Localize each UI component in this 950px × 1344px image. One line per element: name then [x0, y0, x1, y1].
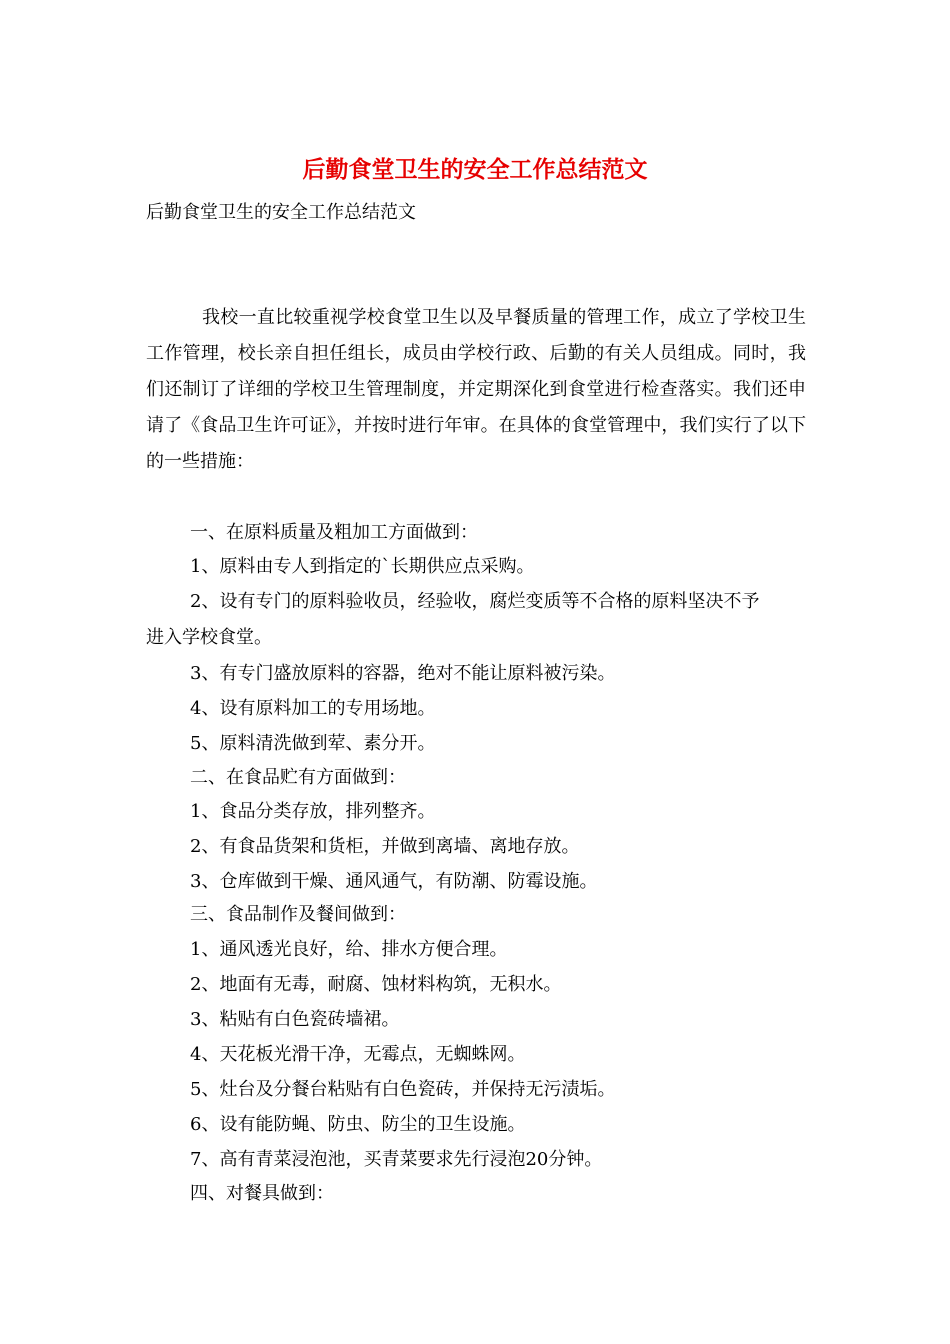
list-item: 1、通风透光良好，给、排水方便合理。	[190, 939, 508, 960]
section-heading: 二、在食品贮有方面做到：	[190, 767, 406, 788]
list-item: 2、有食品货架和货柜，并做到离墙、离地存放。	[190, 836, 580, 857]
document-subtitle: 后勤食堂卫生的安全工作总结范文	[146, 202, 416, 223]
list-item: 3、有专门盛放原料的容器，绝对不能让原料被污染。	[190, 663, 616, 684]
section-heading: 四、对餐具做到：	[190, 1183, 334, 1204]
list-item: 5、灶台及分餐台粘贴有白色瓷砖，并保持无污渍垢。	[190, 1079, 616, 1100]
list-item: 1、原料由专人到指定的`长期供应点采购。	[190, 556, 535, 577]
list-item: 3、仓库做到干燥、通风通气，有防潮、防霉设施。	[190, 871, 598, 892]
document-title: 后勤食堂卫生的安全工作总结范文	[302, 157, 648, 183]
section-heading: 三、食品制作及餐间做到：	[190, 904, 406, 925]
list-item-continuation: 进入学校食堂。	[146, 627, 272, 648]
list-item: 7、高有青菜浸泡池，买青菜要求先行浸泡20分钟。	[190, 1149, 603, 1170]
list-item: 1、食品分类存放，排列整齐。	[190, 801, 436, 822]
list-item: 6、设有能防蝇、防虫、防尘的卫生设施。	[190, 1114, 526, 1135]
list-item: 5、原料清洗做到荤、素分开。	[190, 733, 436, 754]
intro-paragraph: 我校一直比较重视学校食堂卫生以及早餐质量的管理工作，成立了学校卫生工作管理，校长亲自担任组长，成员由学校行政、后勤的有关人员组成。同时，我们还制订了详细的学校卫生管理制度，并定期深化到食堂进行检查落实。我们还申请了《食品卫生许可证》，并按时进行年审。在具体的食堂管理中，我们实行了以下的一些措施：	[146, 307, 806, 472]
section-heading: 一、在原料质量及粗加工方面做到：	[190, 522, 478, 543]
list-item: 2、地面有无毒，耐腐、蚀材料构筑，无积水。	[190, 974, 562, 995]
list-item: 3、粘贴有白色瓷砖墙裙。	[190, 1009, 400, 1030]
list-item: 4、设有原料加工的专用场地。	[190, 698, 436, 719]
list-item: 2、设有专门的原料验收员，经验收，腐烂变质等不合格的原料坚决不予	[190, 591, 760, 612]
list-item: 4、天花板光滑干净，无霉点，无蜘蛛网。	[190, 1044, 526, 1065]
